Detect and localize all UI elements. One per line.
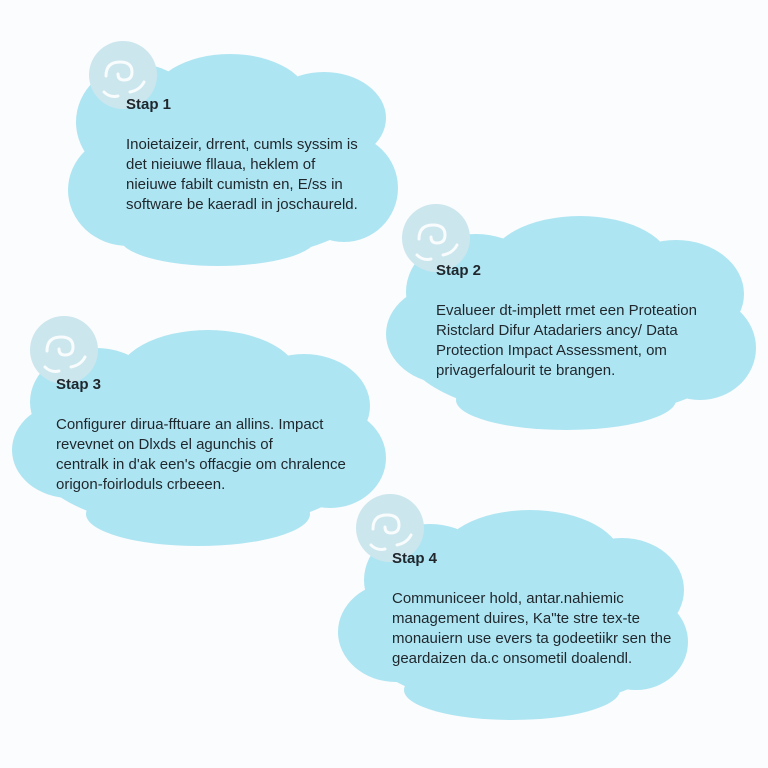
step-description: Communiceer hold, antar.nahiemic management duires, Ka"te stre tex-te monauiern use evers ta godeetiikr sen the geardaizen da.c onsometil doalendl.: [392, 590, 672, 667]
step-3-content: [56, 376, 366, 495]
swirl-badge-icon: [30, 316, 98, 384]
step-title: Stap 1: [126, 96, 172, 113]
step-description: Inoietaizeir, drrent, cumls syssim is det nieiuwe fllaua, heklem of nieiuwe fabilt cumistn en, E/ss in software be kaeradl in joschaureld.: [126, 136, 358, 213]
step-title: Stap 2: [436, 262, 482, 279]
step-4-content: [392, 550, 692, 669]
step-title: Stap 3: [56, 376, 102, 393]
step-description: Evalueer dt-implett rmet een Proteation Ristclard Difur Atadariers ancy/ Data Protection Impact Assessment, om privagerfalourit te brangen.: [436, 302, 697, 379]
step-description: Configurer dirua-fftuare an allins. Impact revevnet on Dlxds el agunchis of centralk in d'ak een's offacgie om chralence origon-foirloduls crbeeen.: [56, 416, 346, 493]
step-1-content: [126, 96, 396, 215]
step-2-content: [436, 262, 736, 381]
step-title: Stap 4: [392, 550, 438, 567]
